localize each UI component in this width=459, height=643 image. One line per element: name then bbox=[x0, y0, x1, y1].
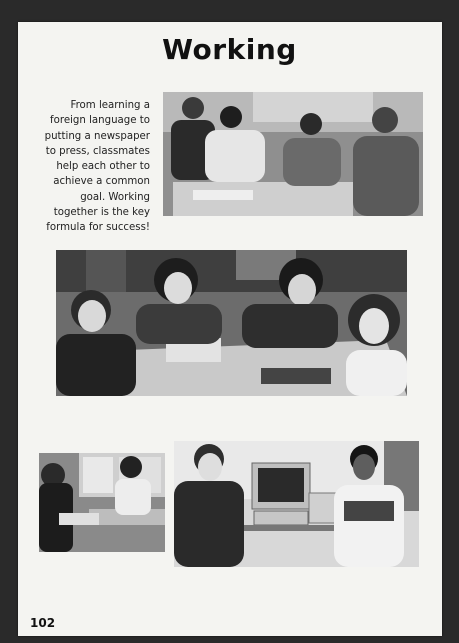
photo-middle-image bbox=[56, 250, 407, 396]
caption-text: From learning a foreign language to putting a newspaper to press, classmates help each other to achieve a common goal. Working together is the key formula for success! bbox=[44, 100, 150, 234]
photo-bottom-left bbox=[39, 453, 165, 552]
photo-bottom-right bbox=[174, 441, 419, 567]
photo-top bbox=[163, 92, 423, 216]
page-number: 102 bbox=[30, 616, 56, 630]
photo-middle bbox=[56, 250, 407, 396]
photo-bottom-left-image bbox=[39, 453, 165, 552]
page-title: Working bbox=[162, 33, 297, 66]
photo-bottom-right-image bbox=[174, 441, 419, 567]
photo-top-image bbox=[163, 92, 423, 216]
